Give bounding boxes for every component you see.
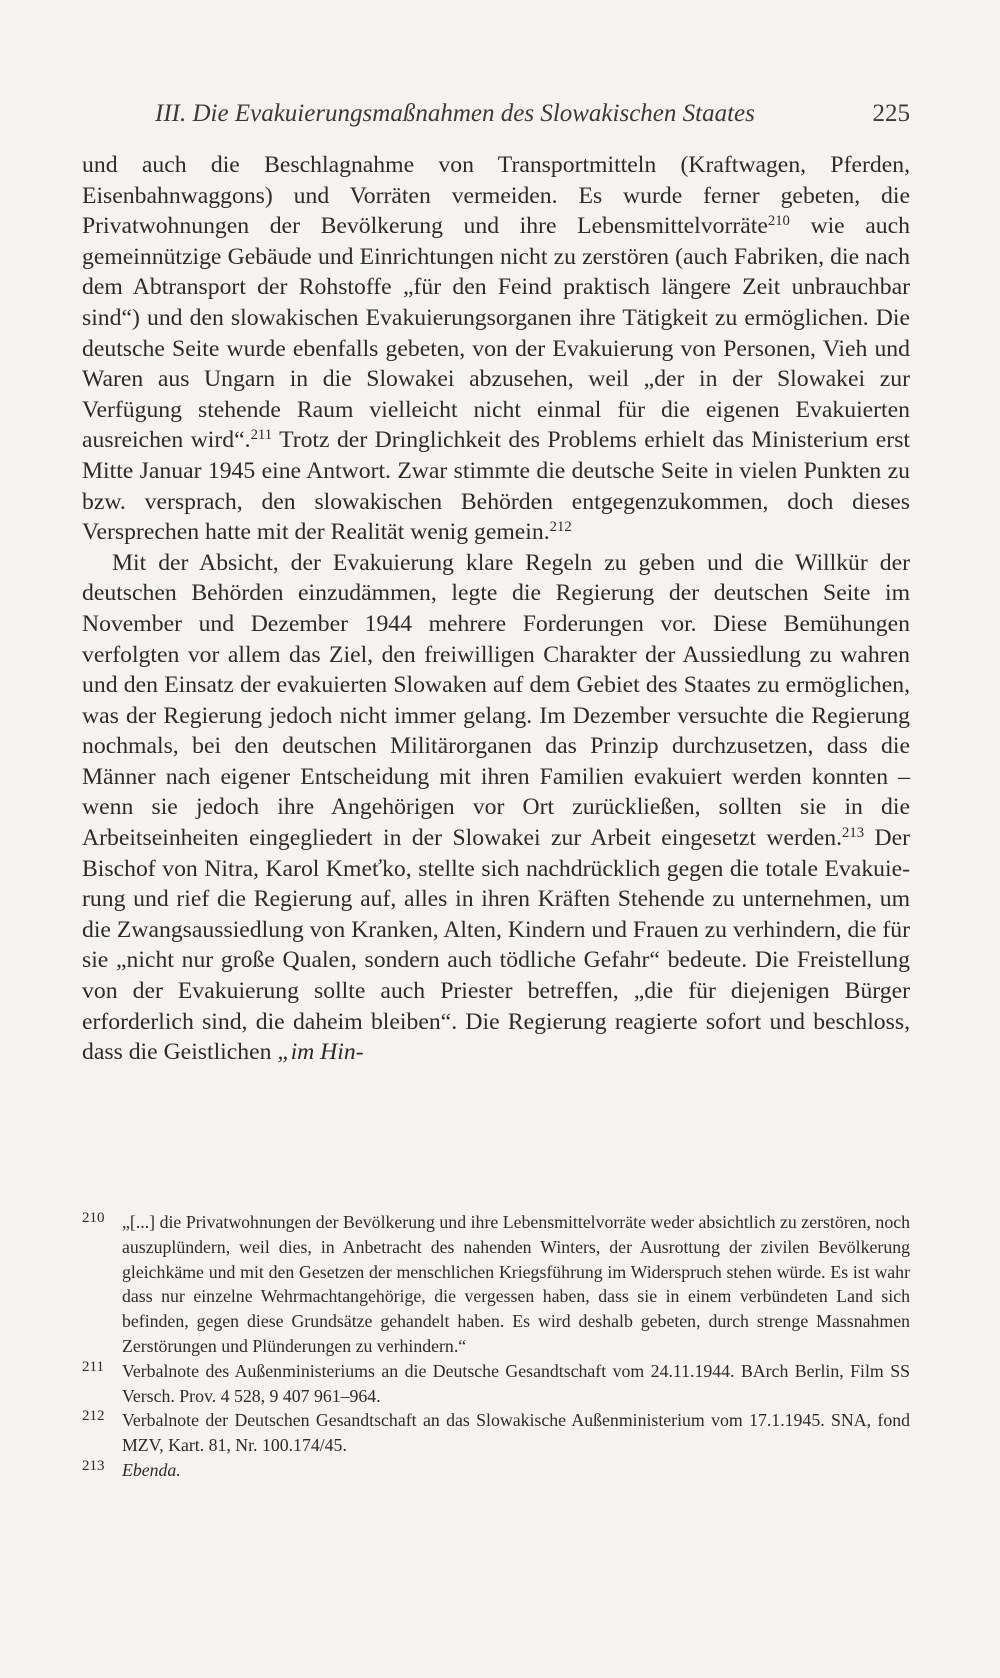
footnote-ref: 211 bbox=[250, 427, 273, 444]
text-run: Der Bischof von Nitra, Karol Kmeťko, stellte sich nachdrücklich gegen die totale Evakuierung und rief die Regierung auf, alles in ihren Kräften Stehende zu unternehmen, um die Zwangsaussiedlung von Kranken, Alten, Kindern und Frauen zu verhindern, die für sie „nicht nur große Qualen, sondern auch tödliche Gefahr“ bedeute. Die Freistellung von der Evakuierung sollte auch Priester betreffen, „die für diejenigen Bürger erforderlich sind, die daheim bleiben“. Die Regierung reagierte sofort und beschloss, dass die Geistlichen bbox=[82, 825, 910, 1066]
footnote-ref: 212 bbox=[549, 519, 572, 536]
footnote-number: 212 bbox=[82, 1408, 105, 1425]
footnote bbox=[82, 1458, 910, 1483]
text-run: Mit der Absicht, der Evakuierung klare Regeln zu geben und die Willkür der deutschen Behörden einzudämmen, legte die Regierung der deutschen Seite im November und Dezember 1944 mehrere Forderungen vor. Diese Bemühungen verfolgten vor allem das Ziel, den freiwilligen Charakter der Aussiedlung zu wahren und den Einsatz der evakuierten Slowaken auf dem Gebiet des Staates zu ermöglichen, was der Regierung jedoch nicht immer gelang. Im Dezember versuchte die Regierung nochmals, bei den deutschen Militärorganen das Prinzip durchzusetzen, dass die Männer nach eigener Entscheidung mit ihren Familien evakuiert werden konnten – wenn sie jedoch ihre Angehörigen vor Ort zurückließen, sollten sie in die Arbeitseinheiten eingegliedert in der Slowakei zur Arbeit eingesetzt werden. bbox=[82, 549, 910, 852]
footnote-ref: 213 bbox=[842, 824, 865, 841]
text-run: wie auch gemeinnützige Gebäude und Einrichtungen nicht zu zerstören (auch Fabriken, die nach dem Abtransport der Rohstoffe „für den Feind praktisch längere Zeit unbrauchbar sind“) und den slowakischen Evakuierungsorganen ihre Tätigkeit zu ermöglichen. Die deutsche Seite wurde ebenfalls gebeten, von der Evakuierung von Personen, Vieh und Waren aus Ungarn in die Slowakei abzusehen, weil „der in der Slowakei zur Verfügung stehende Raum vielleicht nicht einmal für die eigenen Evakuierten ausreichen wird“. bbox=[82, 213, 911, 454]
footnote-text: „[...] die Privatwohnungen der Bevölkerung und ihre Lebensmittelvorräte weder absichtlich zu zerstören, noch auszuplündern, weil dies, in Anbetracht des nahenden Winters, der Ausrottung der zivilen Bevölkerung gleichkäme und mit den Gesetzen der menschlichen Kriegsführung im Widerspruch stehen würde. Es ist wahr dass nur einzelne Wehrmachtangehörige, die vergessen haben, dass sie in einem verbündeten Land sich befinden, gegen diese Grundsätze gehandelt haben. Es wird deshalb gebeten, durch strenge Massnahmen Zerstörungen und Plünderungen zu verhindern.“ bbox=[122, 1212, 910, 1356]
footnote-number: 211 bbox=[82, 1358, 104, 1375]
text-run: und auch die Beschlagnahme von Transportmitteln (Kraftwagen, Pferden, Eisenbahnwaggons) und Vorräten vermeiden. Es wurde ferner gebeten, die Privatwohnungen der Bevölkerung und ihre Lebensmittelvorräte bbox=[82, 152, 910, 240]
footnote-text: Ebenda. bbox=[122, 1459, 181, 1480]
running-title: III. Die Evakuierungsmaßnahmen des Slowakischen Staates bbox=[155, 100, 755, 127]
footnote-number: 213 bbox=[82, 1457, 105, 1474]
paragraph bbox=[82, 150, 910, 548]
footnote-number: 210 bbox=[82, 1210, 105, 1226]
footnote-text: Verbalnote der Deutschen Gesandtschaft an das Slowakische Außenministerium vom 17.1.1945. SNA, fond MZV, Kart. 81, Nr. 100.174/45. bbox=[122, 1410, 910, 1456]
page-number: 225 bbox=[872, 100, 910, 127]
footnote bbox=[82, 1359, 910, 1409]
body-text bbox=[82, 150, 910, 1068]
italic-text: „im Hin- bbox=[277, 1039, 364, 1066]
footnote bbox=[82, 1210, 910, 1359]
text-run: Trotz der Dringlichkeit des Problems erhielt das Ministerium erst Mitte Januar 1945 eine Antwort. Zwar stimmte die deutsche Seite in vielen Punkten zu bzw. versprach, den slowakischen Behörden entgegenzukommen, doch dieses Versprechen hatte mit der Realität wenig gemein. bbox=[82, 427, 910, 546]
running-header bbox=[155, 100, 910, 136]
footnote-text: Verbalnote des Außenministeriums an die Deutsche Gesandtschaft vom 24.11.1944. BArch Berlin, Film SS Versch. Prov. 4 528, 9 407 961–964. bbox=[122, 1360, 910, 1406]
footnotes bbox=[82, 1210, 910, 1483]
footnote-ref: 210 bbox=[767, 213, 790, 230]
footnote bbox=[82, 1408, 910, 1458]
paragraph bbox=[82, 548, 910, 1068]
